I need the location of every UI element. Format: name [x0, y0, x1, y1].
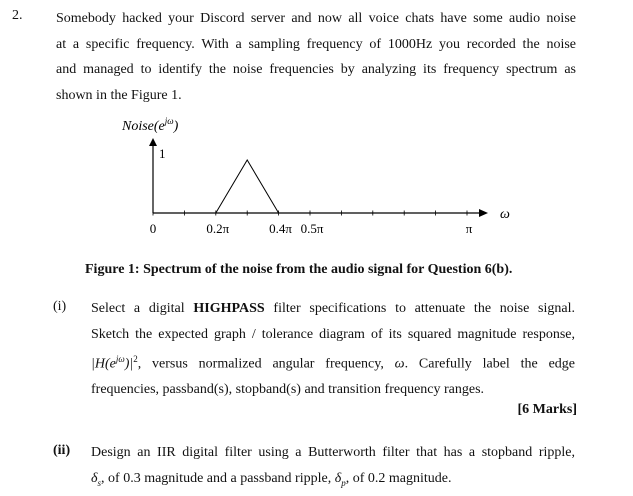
question-number: 2. [12, 8, 23, 23]
x-tick-label: 0 [149, 221, 157, 236]
x-tick-label: 0.5π [300, 221, 324, 236]
chart-ylabel [121, 116, 179, 134]
x-tick-label: 0.2π [206, 221, 230, 236]
x-tick-label: π [465, 221, 473, 236]
part-i-line-3-mid: , versus normalized angular frequency, [137, 356, 395, 372]
magnitude-open: |H(e [91, 356, 116, 372]
chart-ylabel-base: Noise(e [122, 119, 165, 134]
chart-xlabel: ω [500, 207, 510, 222]
part-i-text [91, 296, 575, 403]
part-i-line-1 [91, 296, 575, 322]
part-i-line-1-post: filter specifications to attenuate the noise signal. [264, 301, 575, 316]
highpass-keyword: HIGHPASS [193, 301, 265, 316]
part-ii-line-2-post: , of 0.2 magnitude. [345, 470, 452, 486]
part-i-marks: [6 Marks] [517, 402, 577, 417]
intro-line-4: shown in the Figure 1. [56, 87, 182, 103]
chart-ylabel-sup: jω [164, 116, 174, 126]
part-i-line-4: frequencies, passband(s), stopband(s) and transition frequency ranges. [91, 382, 485, 398]
part-i-line-1-pre: Select a digital [91, 301, 194, 316]
part-ii-label: (ii) [53, 443, 71, 458]
chart-y-axis-arrow [149, 138, 157, 146]
part-i-line-2: Sketch the expected graph / tolerance diagram of its squared magnitude response, [91, 326, 575, 342]
delta-s-subscript: s [97, 477, 102, 488]
intro-line-3: and managed to identify the noise frequencies by analyzing its frequency spectrum as [56, 62, 576, 77]
part-ii-text [91, 440, 575, 496]
part-i-line-3-post: . Carefully label the edge [404, 356, 576, 372]
part-i-line-3 [91, 347, 575, 377]
intro-line-1: Somebody hacked your Discord server and now all voice chats have some audio noise [56, 11, 576, 26]
chart-noise-series-line [153, 160, 279, 213]
chart-y-tick-label: 1 [159, 146, 166, 161]
intro-line-2: at a specific frequency. With a sampling frequency of 1000Hz you recorded the noise [56, 36, 576, 52]
chart-x-tick-labels [150, 221, 473, 236]
delta-p-subscript: p [341, 477, 346, 488]
figure-caption: Figure 1: Spectrum of the noise from the audio signal for Question 6(b). [85, 262, 513, 277]
magnitude-square: 2 [133, 354, 138, 364]
part-ii-line-2-mid: , of 0.3 magnitude and a passband ripple, [101, 470, 335, 486]
part-ii-line-1: Design an IIR digital filter using a Butterworth filter that has a stopband ripple, [91, 445, 575, 460]
part-ii-line-2 [91, 466, 575, 496]
omega-symbol: ω [394, 356, 405, 372]
delta-p-symbol: δ [334, 470, 342, 486]
magnitude-close: )| [124, 356, 134, 372]
magnitude-sup: jω [115, 354, 125, 364]
chart-ylabel-close: ) [173, 119, 179, 134]
chart-x-axis-arrow [479, 209, 488, 217]
part-i-label: (i) [53, 299, 67, 314]
x-tick-label: 0.4π [269, 221, 293, 236]
delta-s-symbol: δ [91, 470, 98, 486]
